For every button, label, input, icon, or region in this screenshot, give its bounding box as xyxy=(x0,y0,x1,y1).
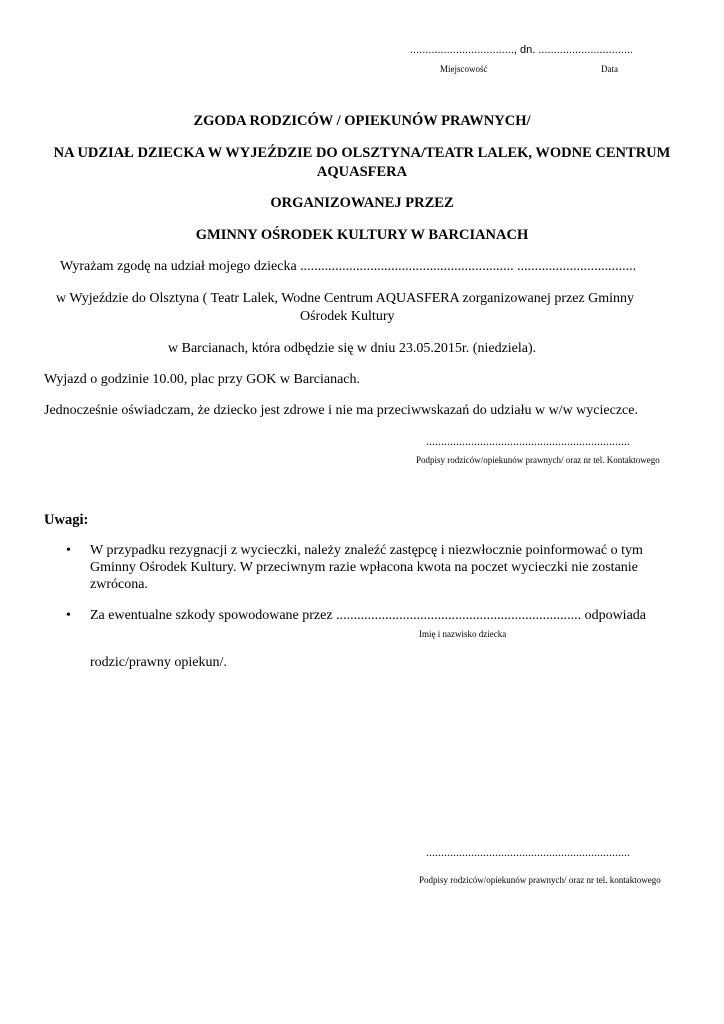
bullet-icon: • xyxy=(66,608,71,623)
child-name-label: Imię i nazwisko dziecka xyxy=(419,629,507,639)
note-item-1-line-1: W przypadku rezygnacji z wycieczki, należy znaleźć zastępcę i niezwłocznie poinformować o tym xyxy=(90,543,643,558)
title-line-2: NA UDZIAŁ DZIECKA W WYJEŹDZIE DO OLSZTYNA/TEATR LALEK, WODNE CENTRUM xyxy=(53,145,671,161)
consent-text: Wyrażam zgodę na udział mojego dziecka ............................................................. .................................. xyxy=(60,259,637,274)
title-line-4: ORGANIZOWANEJ PRZEZ xyxy=(270,195,454,211)
health-statement: Jednocześnie oświadczam, że dziecko jest zdrowe i nie ma przeciwwskazań do udziału w w/w wycieczce. xyxy=(44,403,638,418)
note-item-1-line-3: zwrócona. xyxy=(90,577,148,592)
notes-heading: Uwagi: xyxy=(44,512,89,528)
trip-text-line-2: Ośrodek Kultury xyxy=(300,309,395,324)
parent-signature-label: Podpisy rodziców/opiekunów prawnych/ oraz nr tel. Kontaktowego xyxy=(416,455,660,465)
departure-text: Wyjazd o godzinie 10.00, plac przy GOK w Barcianach. xyxy=(44,372,360,387)
title-line-3: AQUASFERA xyxy=(316,164,408,180)
trip-date-text: w Barcianach, która odbędzie się w dniu 23.05.2015r. (niedziela). xyxy=(168,341,537,356)
footer-signature-line: .................................................................... xyxy=(426,845,630,859)
note-item-1-line-2: Gminny Ośrodek Kultury. W przeciwnym razie wpłacona kwota na poczet wycieczki nie zostanie xyxy=(90,560,638,575)
footer-signature-label: Podpisy rodziców/opiekunów prawnych/ oraz nr tel. kontaktowego xyxy=(419,875,661,885)
bullet-icon: • xyxy=(66,543,71,558)
parent-signature-line: .................................................................... xyxy=(426,434,630,448)
place-date-line: .................................., dn. ............................... xyxy=(410,44,634,56)
trip-text-line-1: w Wyjeździe do Olsztyna ( Teatr Lalek, Wodne Centrum AQUASFERA zorganizowanej przez Gminny xyxy=(56,291,635,306)
date-label: Data xyxy=(601,64,618,74)
note-item-2-continuation: rodzic/prawny opiekun/. xyxy=(90,655,227,670)
note-item-2: Za ewentualne szkody spowodowane przez ...................................................................... odpowiada xyxy=(90,608,647,623)
title-line-5: GMINNY OŚRODEK KULTURY W BARCIANACH xyxy=(195,227,529,243)
title-line-1: ZGODA RODZICÓW / OPIEKUNÓW PRAWNYCH/ xyxy=(193,113,531,129)
place-label: Miejscowość xyxy=(440,64,488,74)
